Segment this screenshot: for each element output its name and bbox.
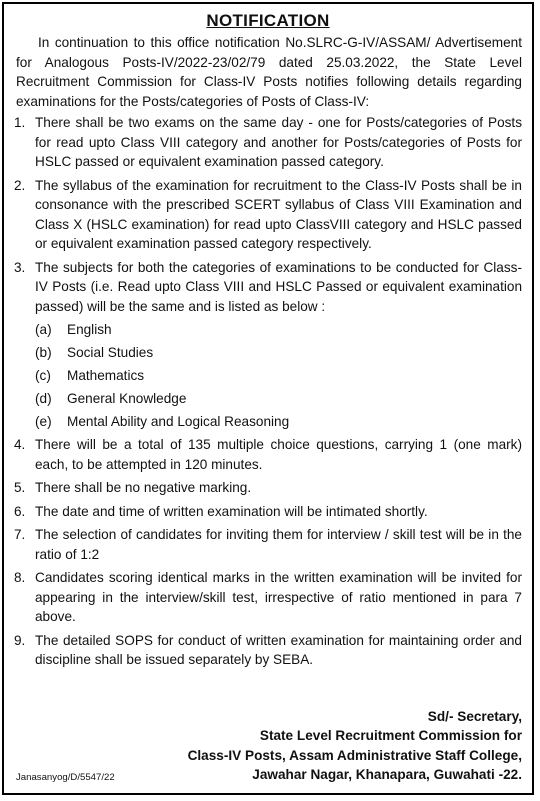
reference-number: Janasanyog/D/5547/22 <box>16 772 115 783</box>
signature-block <box>188 707 522 784</box>
point-number: 3. <box>14 259 26 275</box>
points-list <box>4 113 532 316</box>
subject-letter: (e) <box>35 414 52 430</box>
point-item <box>4 631 532 670</box>
point-text: There shall be two exams on the same day - one for Posts/categories of Posts for read upto Class VIII category and another for Posts/categories of Posts for HSLC passed or equivalent examination passed category. <box>35 115 522 169</box>
point-item <box>4 568 532 627</box>
point-number: 7. <box>14 527 26 543</box>
point-text: The subjects for both the categories of examinations to be conducted for Class-IV Posts (i.e. Read upto Class VIII and HSLC Passed or equivalent examination passed) will be the same and is listed as below : <box>35 259 522 314</box>
notification-frame <box>2 2 534 795</box>
intro-paragraph: In continuation to this office notification No.SLRC-G-IV/ASSAM/ Advertisement for Analogous Posts-IV/2022-23/02/79 dated 25.03.2022, the State Level Recruitment Commission for Class-IV Posts notifies following details regarding examinations for the Posts/categories of Posts of Class-IV: <box>16 35 522 109</box>
point-text: There will be a total of 135 multiple choice questions, carrying 1 (one mark) each, to be attempted in 120 minutes. <box>35 437 522 472</box>
subject-item <box>4 366 532 386</box>
subject-item <box>4 343 532 363</box>
point-text: The date and time of written examination will be intimated shortly. <box>35 503 428 519</box>
subject-letter: (d) <box>35 391 52 407</box>
point-text: The selection of candidates for inviting them for interview / skill test will be in the ratio of 1:2 <box>35 527 522 562</box>
subject-text: English <box>67 322 112 337</box>
signature-line: State Level Recruitment Commission for <box>259 728 522 744</box>
point-number: 5. <box>14 480 26 496</box>
subject-item <box>4 320 532 340</box>
point-text: Candidates scoring identical marks in the written examination will be invited for appearing in the interview/skill test, irrespective of ratio mentioned in para 7 above. <box>35 570 522 625</box>
signature-line: Sd/- Secretary, <box>427 709 522 724</box>
subject-text: Social Studies <box>67 345 154 361</box>
subject-letter: (a) <box>35 322 52 337</box>
point-text: There shall be no negative marking. <box>35 480 252 496</box>
points-list-continued <box>4 435 532 670</box>
point-text: The syllabus of the examination for recruitment to the Class-IV Posts shall be in consonance with the prescribed SCERT syllabus of Class VIII Examination and Class X (HSLC examination) for read upto ClassVIII category and HSLC passed or equivalent examination passed category respectively. <box>35 177 522 251</box>
subject-item <box>4 389 532 409</box>
point-item <box>4 113 532 172</box>
point-number: 1. <box>14 115 26 130</box>
point-item <box>4 435 532 474</box>
subject-letter: (b) <box>35 345 52 361</box>
signature-line: Class-IV Posts, Assam Administrative Staff College, <box>187 747 522 763</box>
point-number: 4. <box>14 437 26 453</box>
signature-line: Jawahar Nagar, Khanapara, Guwahati -22. <box>252 766 522 782</box>
subject-item <box>4 412 532 432</box>
point-text: The detailed SOPS for conduct of written examination for maintaining order and discipline shall be issued separately by SEBA. <box>35 632 522 668</box>
point-number: 9. <box>14 632 26 648</box>
point-item <box>4 176 532 254</box>
point-number: 8. <box>14 570 26 586</box>
subjects-list <box>4 320 532 432</box>
point-number: 2. <box>14 177 26 193</box>
subject-letter: (c) <box>35 368 51 384</box>
point-item <box>4 502 532 522</box>
point-item <box>4 525 532 564</box>
subject-text: Mental Ability and Logical Reasoning <box>67 414 290 430</box>
subject-text: Mathematics <box>67 368 145 384</box>
point-number: 6. <box>14 503 26 519</box>
point-item <box>4 478 532 498</box>
point-item <box>4 258 532 317</box>
notification-title: NOTIFICATION <box>206 11 330 30</box>
subject-text: General Knowledge <box>67 391 187 407</box>
